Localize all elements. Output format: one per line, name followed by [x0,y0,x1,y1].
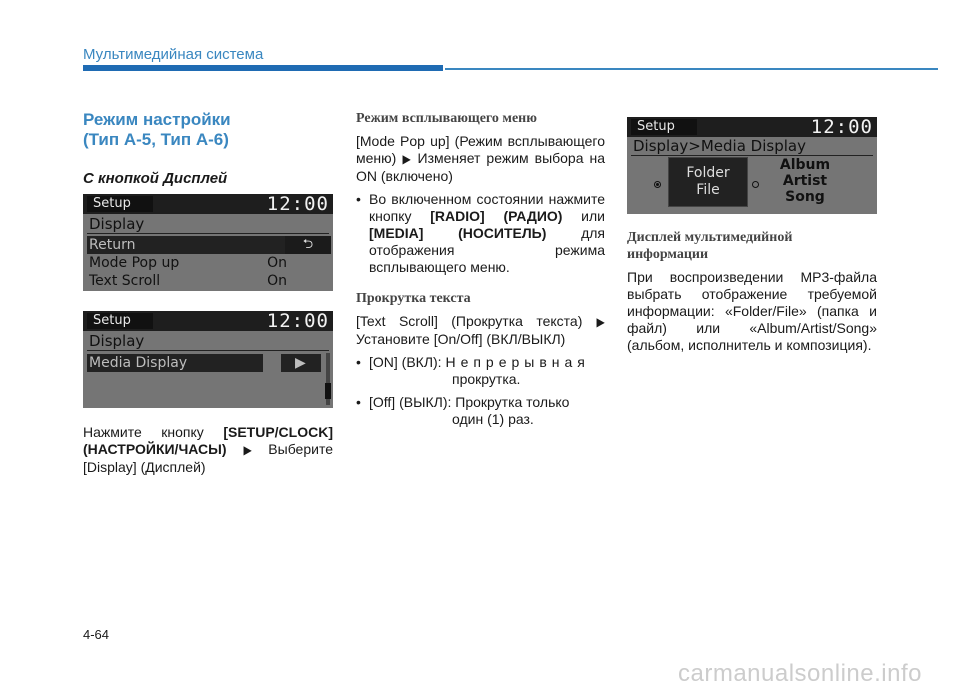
media-key: [MEDIA] (НОСИТЕЛЬ) [369,225,547,241]
option-line: Song [785,189,825,205]
subtitle: С кнопкой Дисплей [83,170,228,187]
row-value: ▶ [295,355,306,371]
menu-row-media-display[interactable] [87,354,263,372]
on-desc: Непрерывная [445,354,590,370]
column-middle [356,110,605,434]
section-title-line1: Режим настройки [83,110,231,129]
off-desc-cont: один (1) раз. [452,411,534,427]
bullet-mid: или [562,208,605,224]
list-item [356,191,605,276]
text-scroll-title: Прокрутка текста [356,291,471,306]
section-title-line2: (Тип A-5, Тип A-6) [83,130,229,149]
display-header: Display>Media Display [633,137,806,155]
option-line: Folder [686,165,730,181]
option-line: Album [779,157,831,173]
off-desc: Прокрутка только [455,394,570,410]
list-item [356,394,605,428]
option-line: File [696,182,720,198]
setup-media-screen [83,311,333,408]
setup-tab: Setup [87,196,153,212]
clock: 12:00 [810,117,873,138]
on-label: [ON] (ВКЛ): [369,354,446,370]
radio-key: [RADIO] (РАДИО) [430,208,563,224]
text-scroll-bullets [356,354,605,428]
row-label: Text Scroll [89,273,161,289]
option-folder-file[interactable] [668,157,748,207]
clock: 12:00 [266,311,329,332]
menu-row-text-scroll[interactable] [87,272,309,290]
divider [87,350,329,351]
divider [87,233,329,234]
chevron-right-icon[interactable] [281,354,321,372]
clock: 12:00 [266,194,329,215]
menu-row-mode-popup[interactable] [87,254,309,272]
setup-tab: Setup [87,313,153,329]
display-header: Display [89,215,145,233]
arrow-icon: ▶ [596,315,605,329]
bullet-post: для отображения режима всплывающего меню. [369,225,605,275]
popup-mode-title: Режим всплывающего меню [356,111,537,126]
column-left [83,110,333,187]
row-label: Return [89,237,136,253]
text-scroll-intro: [Text Scroll] (Прокрутка текста) [356,313,583,329]
list-item [356,354,605,388]
section-title [83,110,333,150]
media-display-screen [627,117,877,214]
column-right [627,229,877,354]
option-album-artist-song[interactable] [762,157,848,207]
page-number: 4-64 [83,627,110,642]
section-header: Мультимедийная система [83,46,264,63]
row-value: On [267,273,287,289]
text-scroll-effect: Установите [On/Off] (ВКЛ/ВЫКЛ) [356,331,566,347]
media-display-title [627,229,877,263]
arrow-icon: ▶ [243,443,252,457]
setup-display-screen [83,194,333,291]
scroll-thumb[interactable] [325,383,331,399]
popup-mode-effect: Изменяет режим выбора на ON (включено) [356,150,605,184]
option-line: Artist [782,173,828,189]
watermark: carmanualsonline.info [678,660,922,687]
radio-album-artist-song[interactable] [752,181,759,188]
text-scroll-text [356,313,605,348]
title-line1: Дисплей мультимедийной [627,230,793,245]
popup-mode-text [356,133,605,185]
row-label: Media Display [89,355,188,371]
radio-folder-file[interactable] [654,181,661,188]
display-header: Display [89,332,145,350]
title-line2: информации [627,247,709,262]
instruction-text [83,424,333,476]
return-icon[interactable]: ⮌ [285,236,331,254]
off-label: [Off] (ВЫКЛ): [369,394,456,410]
bullet-pre: Во включенном состоянии нажмите кнопку [369,191,605,224]
menu-row-return[interactable] [87,236,314,254]
on-desc-cont: прокрутка. [452,371,521,387]
popup-mode-intro: [Mode Pop up] (Режим всплывающего меню) [356,133,605,166]
header-bar-thin [445,68,938,70]
instruction-post: Выберите [Display] (Дисплей) [83,441,333,475]
header-bar-thick [83,65,443,71]
row-label: Mode Pop up [89,255,180,271]
divider [631,155,873,156]
setup-tab: Setup [631,119,697,135]
setup-clock-key: [SETUP/CLOCK] (НАСТРОЙКИ/ЧАСЫ) [83,424,333,457]
instruction-pre: Нажмите кнопку [83,424,224,440]
arrow-icon: ▶ [402,152,412,166]
popup-bullets [356,191,605,276]
row-value: On [267,255,287,271]
media-display-text: При воспроизведении MP3-файла выбрать отображение требуемой информации: «Folder/File» (папка и файл) или «Album/Artist/Song» (альбом, исполнитель и композиция). [627,269,877,353]
